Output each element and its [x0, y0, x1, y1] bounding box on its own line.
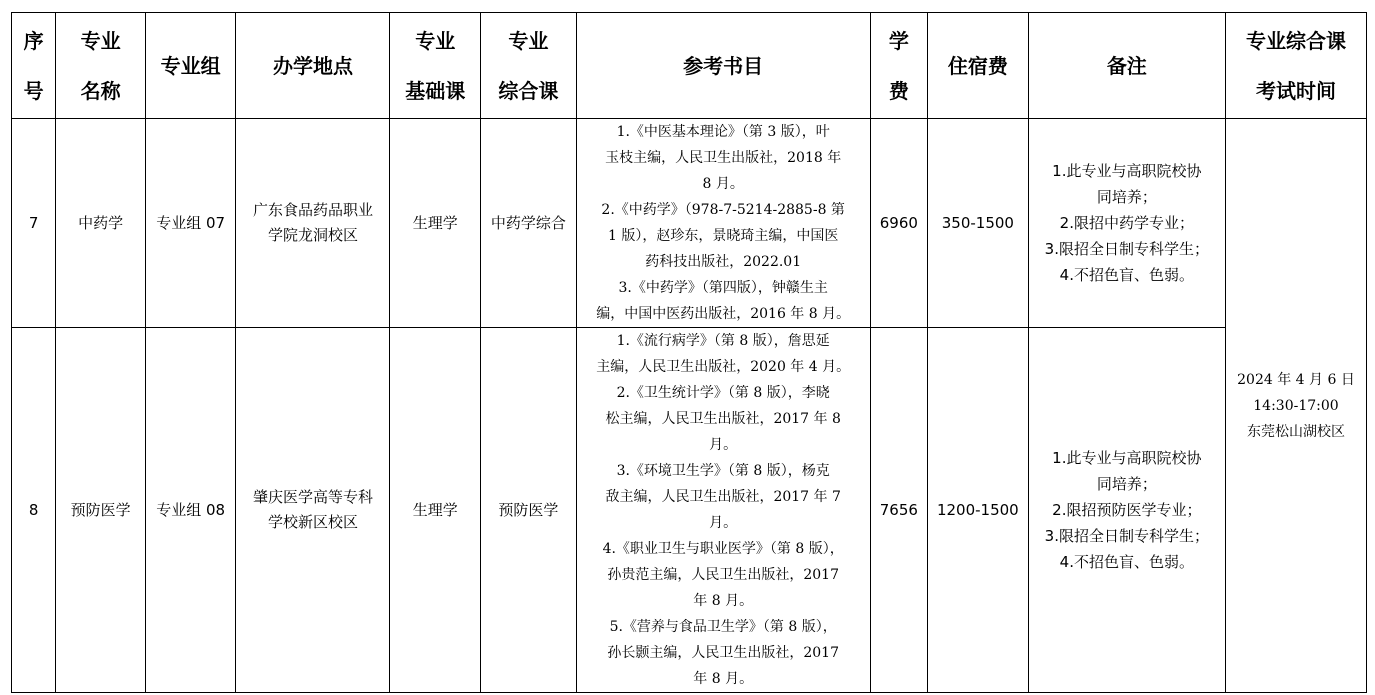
header-group: 专业组	[145, 13, 236, 119]
exam-time-line: 2024 年 4 月 6 日	[1237, 371, 1355, 388]
note-line: 3.限招全日制专科学生；	[1044, 527, 1209, 545]
cell-comprehensive-course: 中药学综合	[481, 119, 577, 328]
cell-location-line: 学校新区校区	[267, 513, 358, 531]
book-line: 2.《中药学》（978-7-5214-2885-8 第	[601, 202, 845, 218]
header-tuition	[870, 13, 927, 119]
book-line: 4.《职业卫生与职业医学》（第 8 版），	[602, 541, 844, 557]
header-major-name	[56, 13, 146, 119]
book-line: 主编，人民卫生出版社，2020 年 4 月。	[596, 359, 851, 375]
note-line: 4.不招色盲、色弱。	[1059, 266, 1194, 284]
cell-location-line: 广东食品药品职业	[252, 201, 373, 219]
cell-seq: 8	[12, 328, 56, 693]
book-line: 2.《卫生统计学》（第 8 版），李晓	[616, 385, 830, 401]
header-exam-time	[1225, 13, 1366, 119]
book-line: 1.《中医基本理论》（第 3 版），叶	[616, 124, 830, 140]
cell-books	[576, 328, 870, 693]
table-row	[12, 328, 1367, 693]
book-line: 玉枝主编，人民卫生出版社，2018 年	[605, 150, 842, 166]
header-notes: 备注	[1028, 13, 1225, 119]
cell-notes	[1028, 119, 1225, 328]
header-comprehensive-course-line: 专业	[508, 28, 549, 53]
header-accommodation: 住宿费	[928, 13, 1029, 119]
cell-comprehensive-course: 预防医学	[481, 328, 577, 693]
cell-accommodation: 1200-1500	[928, 328, 1029, 693]
book-line: 5.《营养与食品卫生学》（第 8 版），	[609, 619, 837, 635]
header-exam-time-line: 考试时间	[1255, 78, 1336, 103]
cell-books	[576, 119, 870, 328]
book-line: 1 版），赵珍东，景晓琦主编，中国医	[607, 228, 839, 244]
header-row	[12, 13, 1367, 119]
book-line: 年 8 月。	[693, 593, 754, 609]
note-line: 2.限招中药学专业；	[1059, 214, 1194, 232]
note-line: 3.限招全日制专科学生；	[1044, 240, 1209, 258]
book-line: 敌主编，人民卫生出版社，2017 年 7	[605, 489, 841, 505]
cell-group: 专业组 07	[145, 119, 236, 328]
header-major-name-line: 名称	[80, 78, 121, 103]
header-basic-course-line: 基础课	[405, 78, 466, 103]
header-books: 参考书目	[576, 13, 870, 119]
note-line: 1.此专业与高职院校协	[1052, 449, 1202, 467]
header-seq-line: 序	[23, 28, 44, 53]
note-line: 2.限招预防医学专业；	[1052, 501, 1202, 519]
table-row	[12, 119, 1367, 328]
cell-location-line: 肇庆医学高等专科	[252, 488, 373, 506]
book-line: 年 8 月。	[693, 671, 754, 687]
cell-exam-time	[1225, 119, 1366, 693]
cell-notes	[1028, 328, 1225, 693]
cell-seq: 7	[12, 119, 56, 328]
admission-table	[11, 12, 1367, 693]
note-line: 1.此专业与高职院校协	[1052, 162, 1202, 180]
cell-basic-course: 生理学	[390, 119, 481, 328]
header-seq-line: 号	[23, 78, 44, 103]
cell-location	[236, 119, 390, 328]
book-line: 孙长颢主编，人民卫生出版社，2017	[607, 645, 839, 661]
book-line: 8 月。	[702, 176, 744, 192]
book-line: 编，中国中医药出版社，2016 年 8 月。	[596, 306, 851, 322]
header-basic-course-line: 专业	[415, 28, 456, 53]
cell-major: 预防医学	[56, 328, 146, 693]
book-line: 3.《中药学》（第四版），钟赣生主	[618, 280, 828, 296]
cell-major: 中药学	[56, 119, 146, 328]
book-line: 孙贵范主编，人民卫生出版社，2017	[607, 567, 839, 583]
note-line: 4.不招色盲、色弱。	[1059, 553, 1194, 571]
book-line: 月。	[709, 437, 738, 453]
header-major-name-line: 专业	[80, 28, 121, 53]
book-line: 月。	[709, 515, 738, 531]
header-comprehensive-course-line: 综合课	[498, 78, 559, 103]
cell-tuition: 6960	[870, 119, 927, 328]
book-line: 3.《环境卫生学》（第 8 版），杨克	[616, 463, 830, 479]
cell-tuition: 7656	[870, 328, 927, 693]
exam-time-line: 东莞松山湖校区	[1246, 423, 1345, 440]
header-exam-time-line: 专业综合课	[1245, 28, 1346, 53]
cell-accommodation: 350-1500	[928, 119, 1029, 328]
book-line: 1.《流行病学》（第 8 版），詹思延	[616, 333, 830, 349]
cell-location	[236, 328, 390, 693]
cell-location-line: 学院龙洞校区	[267, 226, 358, 244]
book-line: 药科技出版社，2022.01	[645, 254, 802, 270]
header-basic-course	[390, 13, 481, 119]
cell-basic-course: 生理学	[390, 328, 481, 693]
header-tuition-line: 学	[888, 28, 909, 53]
note-line: 同培养；	[1096, 188, 1157, 206]
exam-time-line: 14:30-17:00	[1253, 397, 1339, 414]
header-location: 办学地点	[236, 13, 390, 119]
note-line: 同培养；	[1096, 475, 1157, 493]
cell-group: 专业组 08	[145, 328, 236, 693]
header-seq	[12, 13, 56, 119]
header-comprehensive-course	[481, 13, 577, 119]
book-line: 松主编，人民卫生出版社，2017 年 8	[605, 411, 841, 427]
header-tuition-line: 费	[888, 78, 909, 103]
